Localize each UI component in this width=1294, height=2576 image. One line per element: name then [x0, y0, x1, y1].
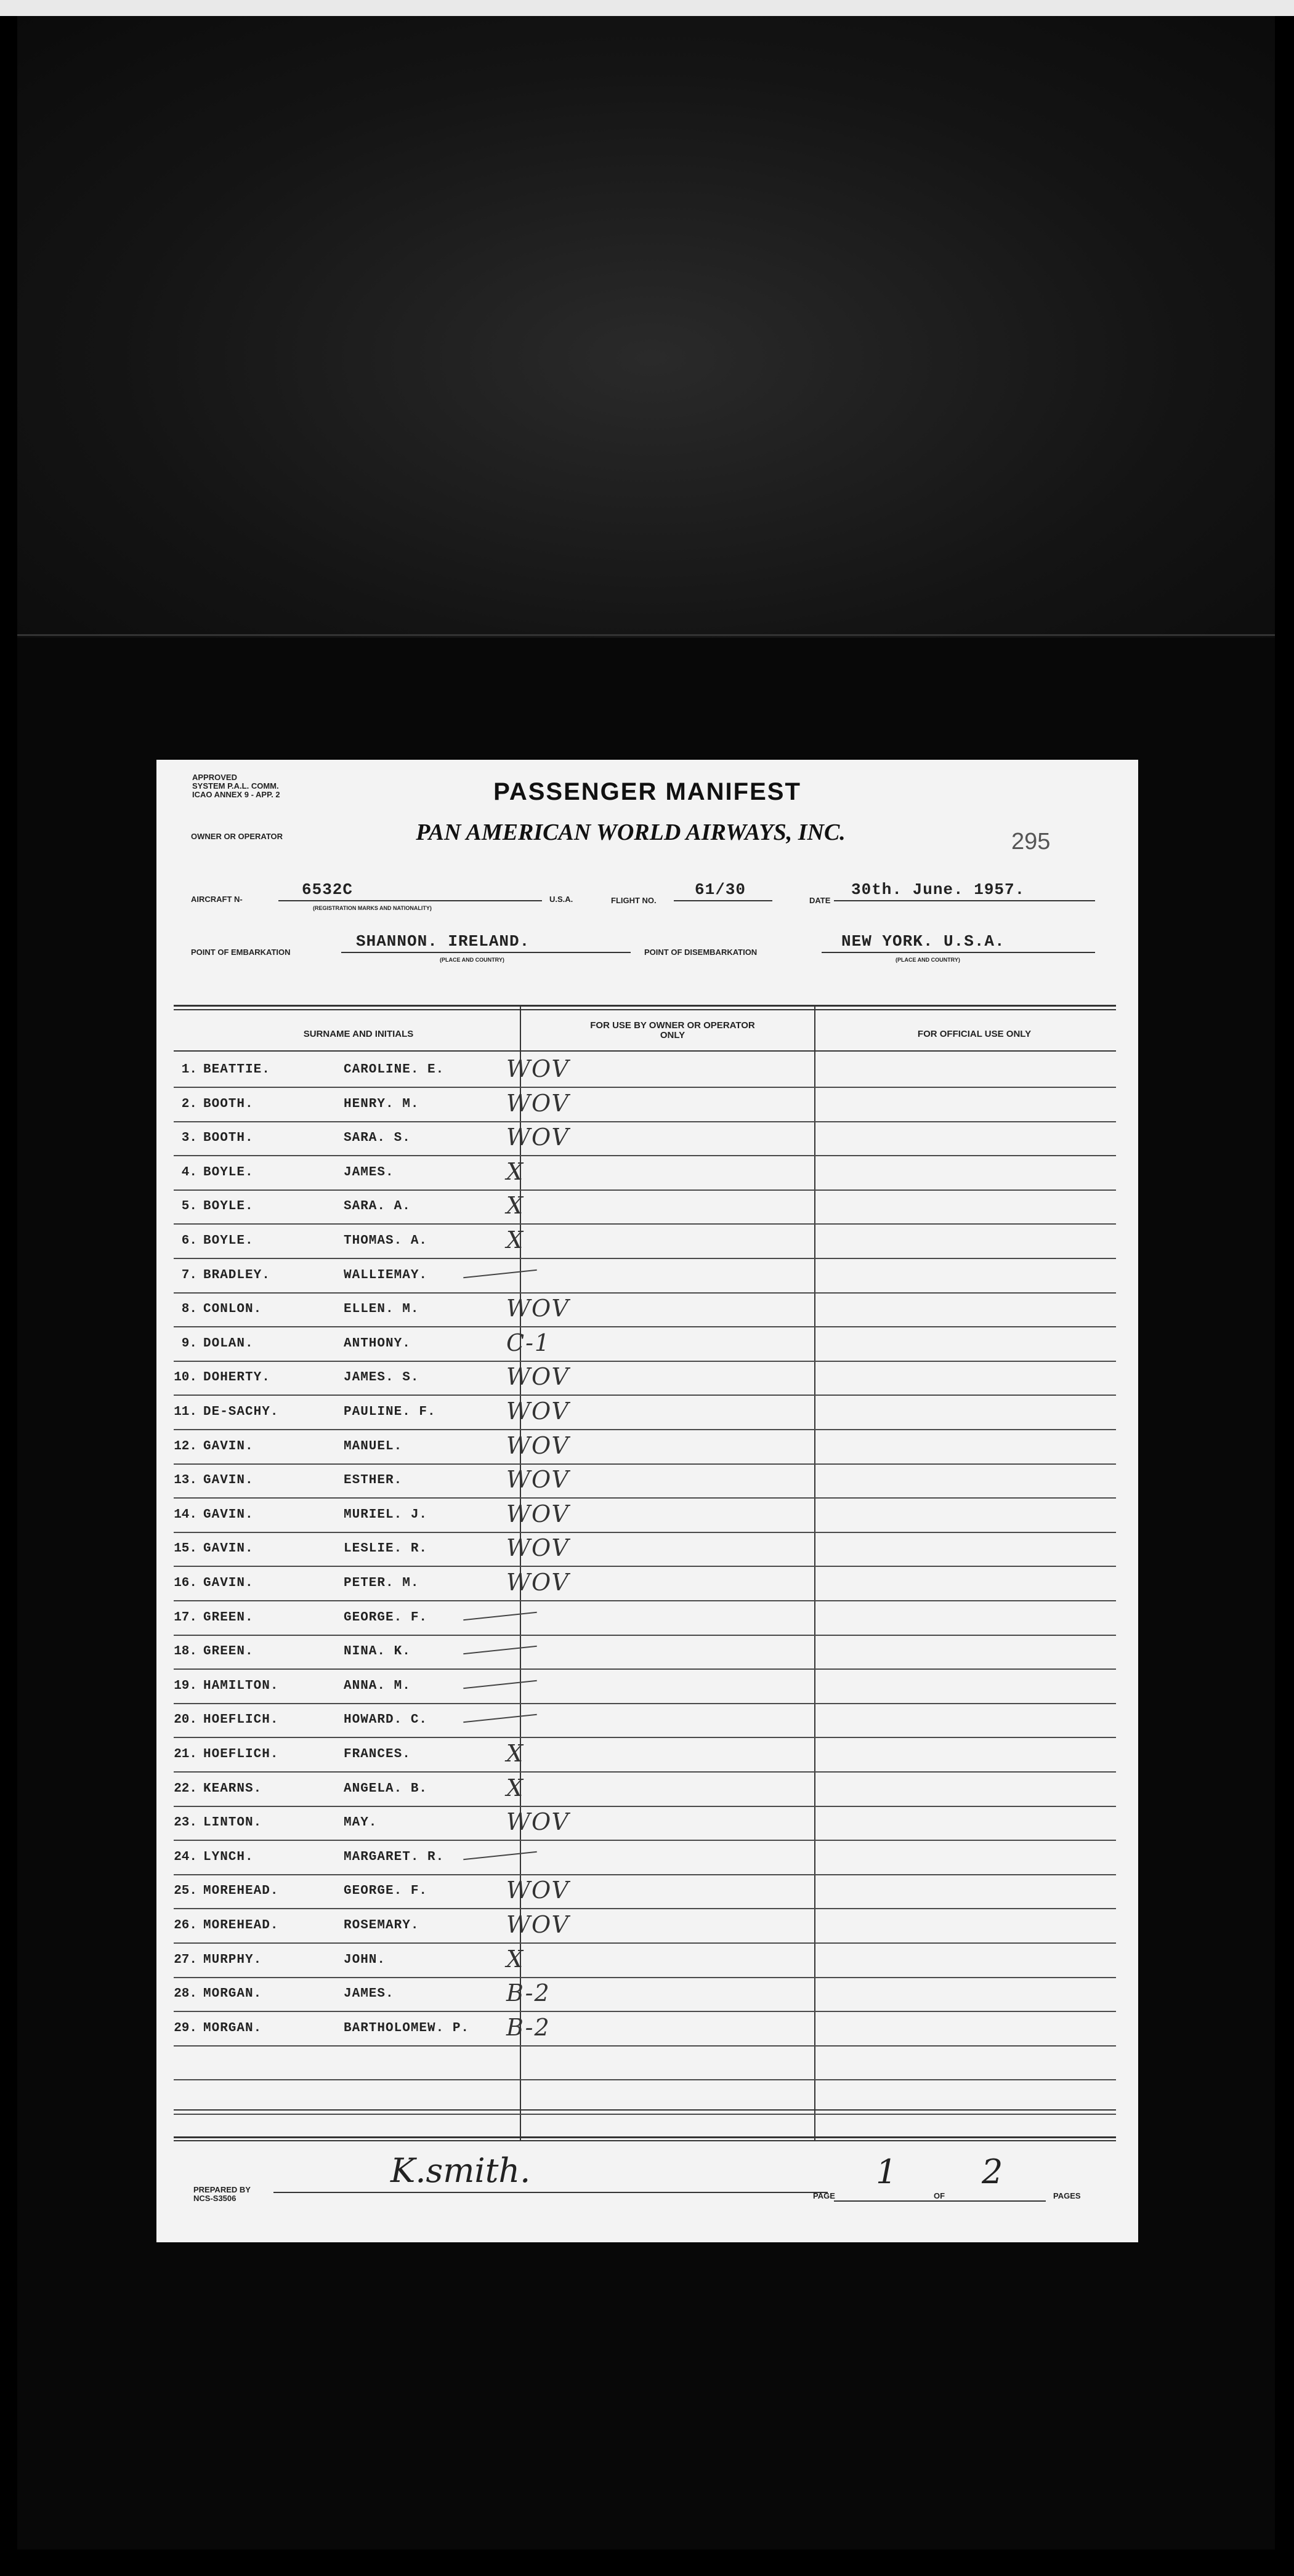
operator-mark: WOV [506, 1363, 570, 1391]
preparer-signature: K.smith. [390, 2151, 531, 2190]
operator-mark: B-2 [506, 2013, 551, 2041]
table-row [174, 1499, 1116, 1533]
operator-mark: X [506, 1945, 525, 1973]
embarkation-underline [341, 952, 631, 953]
passenger-given-names: JOHN. [344, 1952, 386, 1967]
table-row [174, 1568, 1116, 1601]
row-number: 16. [174, 1576, 197, 1590]
row-number: 18. [174, 1644, 197, 1659]
passenger-surname: GAVIN. [203, 1507, 254, 1522]
prepared-by-block [193, 2186, 251, 2203]
row-number: 17. [174, 1610, 197, 1625]
embarkation-value: SHANNON. IRELAND. [356, 932, 530, 951]
row-number: 14. [174, 1507, 197, 1522]
row-number: 24. [174, 1849, 197, 1864]
aircraft-value: 6532C [302, 880, 354, 899]
handwritten-dash [463, 1680, 537, 1689]
handwritten-dash [463, 1611, 537, 1620]
row-number: 3. [181, 1131, 197, 1146]
passenger-given-names: JAMES. S. [344, 1371, 419, 1385]
table-bottom-rule [174, 2136, 1116, 2138]
passenger-surname: BEATTIE. [203, 1063, 270, 1077]
operator-mark: WOV [506, 1466, 570, 1494]
table-row [174, 1054, 1116, 1088]
archive-page-number: 295 [1011, 829, 1051, 855]
table-top-rule [174, 1005, 1116, 1007]
owner-value: PAN AMERICAN WORLD AIRWAYS, INC. [416, 819, 846, 845]
table-row [174, 1225, 1116, 1259]
passenger-surname: DOLAN. [203, 1336, 254, 1351]
flight-label: FLIGHT NO. [611, 896, 657, 905]
column-header-owner: FOR USE BY OWNER OR OPERATOR ONLY [590, 1020, 755, 1040]
manifest-sheet [156, 760, 1138, 2242]
table-row [174, 1465, 1116, 1499]
passenger-given-names: PAULINE. F. [344, 1405, 436, 1419]
form-title: PASSENGER MANIFEST [493, 778, 801, 805]
operator-mark: X [506, 1226, 525, 1254]
handwritten-dash [463, 1714, 537, 1723]
page-label: PAGE [813, 2191, 835, 2200]
passenger-surname: BRADLEY. [203, 1268, 270, 1282]
operator-mark: WOV [506, 1089, 570, 1117]
passenger-surname: MOREHEAD. [203, 1918, 279, 1933]
operator-mark: X [506, 1192, 525, 1220]
passenger-given-names: MANUEL. [344, 1439, 403, 1454]
passenger-surname: HOEFLICH. [203, 1747, 279, 1761]
handwritten-dash [463, 1851, 537, 1861]
row-number: 28. [174, 1987, 197, 2002]
passenger-surname: GAVIN. [203, 1473, 254, 1488]
pages-label: PAGES [1053, 2191, 1081, 2200]
scan-top-edge [0, 0, 1294, 16]
table-row [174, 1875, 1116, 1909]
passenger-given-names: ROSEMARY. [344, 1918, 419, 1933]
passenger-surname: DOHERTY. [203, 1371, 270, 1385]
prepared-by-label: PREPARED BY [193, 2185, 251, 2194]
row-number: 29. [174, 2021, 197, 2035]
passenger-given-names: BARTHOLOMEW. P. [344, 2021, 470, 2035]
operator-mark: WOV [506, 1431, 570, 1459]
passenger-given-names: HOWARD. C. [344, 1713, 428, 1728]
flight-underline [674, 900, 772, 901]
operator-mark: WOV [506, 1534, 570, 1562]
handwritten-dash [463, 1646, 537, 1655]
row-number: 23. [174, 1816, 197, 1830]
blank-row [174, 2047, 1116, 2080]
passenger-given-names: MARGARET. R. [344, 1849, 445, 1864]
passenger-given-names: SARA. A. [344, 1199, 411, 1214]
owner-label: OWNER OR OPERATOR [191, 832, 283, 841]
passenger-surname: MORGAN. [203, 2021, 262, 2035]
passenger-given-names: GEORGE. F. [344, 1610, 428, 1625]
passenger-table [174, 1005, 1116, 2141]
row-rule [174, 2114, 1116, 2115]
aircraft-label: AIRCRAFT N- [191, 895, 243, 904]
table-row [174, 1670, 1116, 1704]
table-row [174, 1431, 1116, 1465]
passenger-given-names: MURIEL. J. [344, 1507, 428, 1522]
operator-mark: WOV [506, 1877, 570, 1904]
date-label: DATE [809, 896, 831, 905]
date-value: 30th. June. 1957. [851, 880, 1025, 899]
of-label: OF [934, 2191, 945, 2200]
passenger-surname: CONLON. [203, 1302, 262, 1317]
passenger-surname: MOREHEAD. [203, 1884, 279, 1899]
passenger-surname: LINTON. [203, 1816, 262, 1830]
column-header-names: SURNAME AND INITIALS [303, 1029, 414, 1039]
approval-line: SYSTEM P.A.L. COMM. [192, 781, 279, 791]
table-row [174, 1362, 1116, 1396]
disembarkation-value: NEW YORK. U.S.A. [841, 932, 1005, 951]
table-row [174, 1260, 1116, 1294]
date-underline [834, 900, 1095, 901]
passenger-given-names: ANTHONY. [344, 1336, 411, 1351]
passenger-surname: GREEN. [203, 1644, 254, 1659]
row-number: 10. [174, 1371, 197, 1385]
operator-mark: WOV [506, 1808, 570, 1836]
passenger-given-names: GEORGE. F. [344, 1884, 428, 1899]
passenger-surname: MURPHY. [203, 1952, 262, 1967]
passenger-surname: LYNCH. [203, 1849, 254, 1864]
table-row [174, 1978, 1116, 2012]
prepared-underline [273, 2192, 828, 2193]
table-row [174, 1533, 1116, 1567]
row-number: 1. [181, 1063, 197, 1077]
usa-label: U.S.A. [549, 895, 573, 904]
passenger-surname: GAVIN. [203, 1542, 254, 1556]
passenger-surname: MORGAN. [203, 1987, 262, 2002]
table-row [174, 1602, 1116, 1636]
approval-line: ICAO ANNEX 9 - APP. 2 [192, 790, 280, 799]
table-row [174, 1089, 1116, 1122]
passenger-given-names: LESLIE. R. [344, 1542, 428, 1556]
passenger-surname: GREEN. [203, 1610, 254, 1625]
row-number: 7. [181, 1268, 197, 1282]
page-value: 1 [876, 2152, 897, 2191]
operator-mark: B-2 [506, 1979, 551, 2007]
table-row [174, 1944, 1116, 1978]
table-row [174, 1636, 1116, 1670]
passenger-given-names: ESTHER. [344, 1473, 403, 1488]
passenger-surname: BOYLE. [203, 1234, 254, 1248]
embarkation-sub: (PLACE AND COUNTRY) [440, 957, 504, 963]
passenger-surname: HAMILTON. [203, 1678, 279, 1693]
row-number: 6. [181, 1234, 197, 1248]
passenger-surname: BOYLE. [203, 1165, 254, 1180]
passenger-given-names: NINA. K. [344, 1644, 411, 1659]
aircraft-sub: (REGISTRATION MARKS AND NATIONALITY) [313, 905, 432, 911]
table-row [174, 2013, 1116, 2047]
scan-right-edge [1275, 16, 1294, 2576]
passenger-given-names: WALLIEMAY. [344, 1268, 428, 1282]
table-row [174, 1396, 1116, 1430]
operator-mark: X [506, 1157, 525, 1185]
operator-mark: WOV [506, 1124, 570, 1151]
embarkation-label: POINT OF EMBARKATION [191, 948, 291, 957]
approval-line: APPROVED [192, 773, 237, 782]
operator-mark: WOV [506, 1500, 570, 1527]
row-number: 9. [181, 1336, 197, 1351]
operator-mark: WOV [506, 1569, 570, 1596]
row-number: 21. [174, 1747, 197, 1761]
row-number: 11. [174, 1405, 197, 1419]
passenger-given-names: HENRY. M. [344, 1097, 419, 1111]
passenger-surname: BOOTH. [203, 1097, 254, 1111]
table-row [174, 1122, 1116, 1156]
row-number: 12. [174, 1439, 197, 1454]
passenger-given-names: CAROLINE. E. [344, 1063, 445, 1077]
passenger-given-names: ANNA. M. [344, 1678, 411, 1693]
operator-mark: WOV [506, 1295, 570, 1322]
page-underline [834, 2200, 1046, 2202]
table-top-rule-inner [174, 1009, 1116, 1010]
row-number: 27. [174, 1952, 197, 1967]
passenger-surname: KEARNS. [203, 1781, 262, 1796]
passenger-surname: BOYLE. [203, 1199, 254, 1214]
flight-value: 61/30 [695, 880, 746, 899]
row-number: 22. [174, 1781, 197, 1796]
table-row [174, 1191, 1116, 1225]
passenger-surname: HOEFLICH. [203, 1713, 279, 1728]
passenger-surname: GAVIN. [203, 1439, 254, 1454]
passenger-given-names: SARA. S. [344, 1131, 411, 1146]
table-row [174, 1841, 1116, 1875]
handwritten-dash [463, 1269, 537, 1278]
table-end-rule [174, 2109, 1116, 2111]
passenger-given-names: MAY. [344, 1816, 378, 1830]
table-row [174, 1773, 1116, 1807]
passenger-surname: GAVIN. [203, 1576, 254, 1590]
operator-mark: X [506, 1774, 525, 1801]
passenger-surname: DE-SACHY. [203, 1405, 279, 1419]
passenger-given-names: JAMES. [344, 1987, 394, 2002]
disembarkation-underline [822, 952, 1095, 953]
passenger-given-names: ANGELA. B. [344, 1781, 428, 1796]
passenger-given-names: ELLEN. M. [344, 1302, 419, 1317]
row-number: 5. [181, 1199, 197, 1214]
table-bottom-rule-inner [174, 2140, 1116, 2141]
row-number: 25. [174, 1884, 197, 1899]
table-row [174, 1704, 1116, 1738]
row-number: 26. [174, 1918, 197, 1933]
operator-mark: WOV [506, 1398, 570, 1425]
microfilm-backdrop-upper [17, 16, 1286, 638]
row-number: 19. [174, 1678, 197, 1693]
operator-mark: X [506, 1740, 525, 1767]
row-number: 15. [174, 1542, 197, 1556]
passenger-given-names: PETER. M. [344, 1576, 419, 1590]
operator-mark: C-1 [506, 1329, 551, 1356]
row-number: 20. [174, 1713, 197, 1728]
disembarkation-sub: (PLACE AND COUNTRY) [896, 957, 960, 963]
table-row [174, 1910, 1116, 1944]
disembarkation-label: POINT OF DISEMBARKATION [644, 948, 758, 957]
passenger-given-names: JAMES. [344, 1165, 394, 1180]
column-header-official: FOR OFFICIAL USE ONLY [917, 1029, 1032, 1039]
aircraft-underline [278, 900, 542, 901]
microfilm-fold-line [17, 634, 1286, 636]
passenger-given-names: FRANCES. [344, 1747, 411, 1761]
row-number: 4. [181, 1165, 197, 1180]
table-row [174, 1157, 1116, 1191]
table-row [174, 1739, 1116, 1773]
table-row [174, 1807, 1116, 1841]
passenger-surname: BOOTH. [203, 1131, 254, 1146]
operator-mark: WOV [506, 1911, 570, 1938]
form-code: NCS-S3506 [193, 2194, 237, 2203]
operator-mark: WOV [506, 1055, 570, 1082]
of-value: 2 [982, 2152, 1003, 2191]
table-row [174, 1328, 1116, 1362]
row-number: 2. [181, 1097, 197, 1111]
row-number: 8. [181, 1302, 197, 1317]
passenger-given-names: THOMAS. A. [344, 1234, 428, 1248]
table-row [174, 1294, 1116, 1327]
row-number: 13. [174, 1473, 197, 1488]
header-rule [174, 1050, 1116, 1052]
